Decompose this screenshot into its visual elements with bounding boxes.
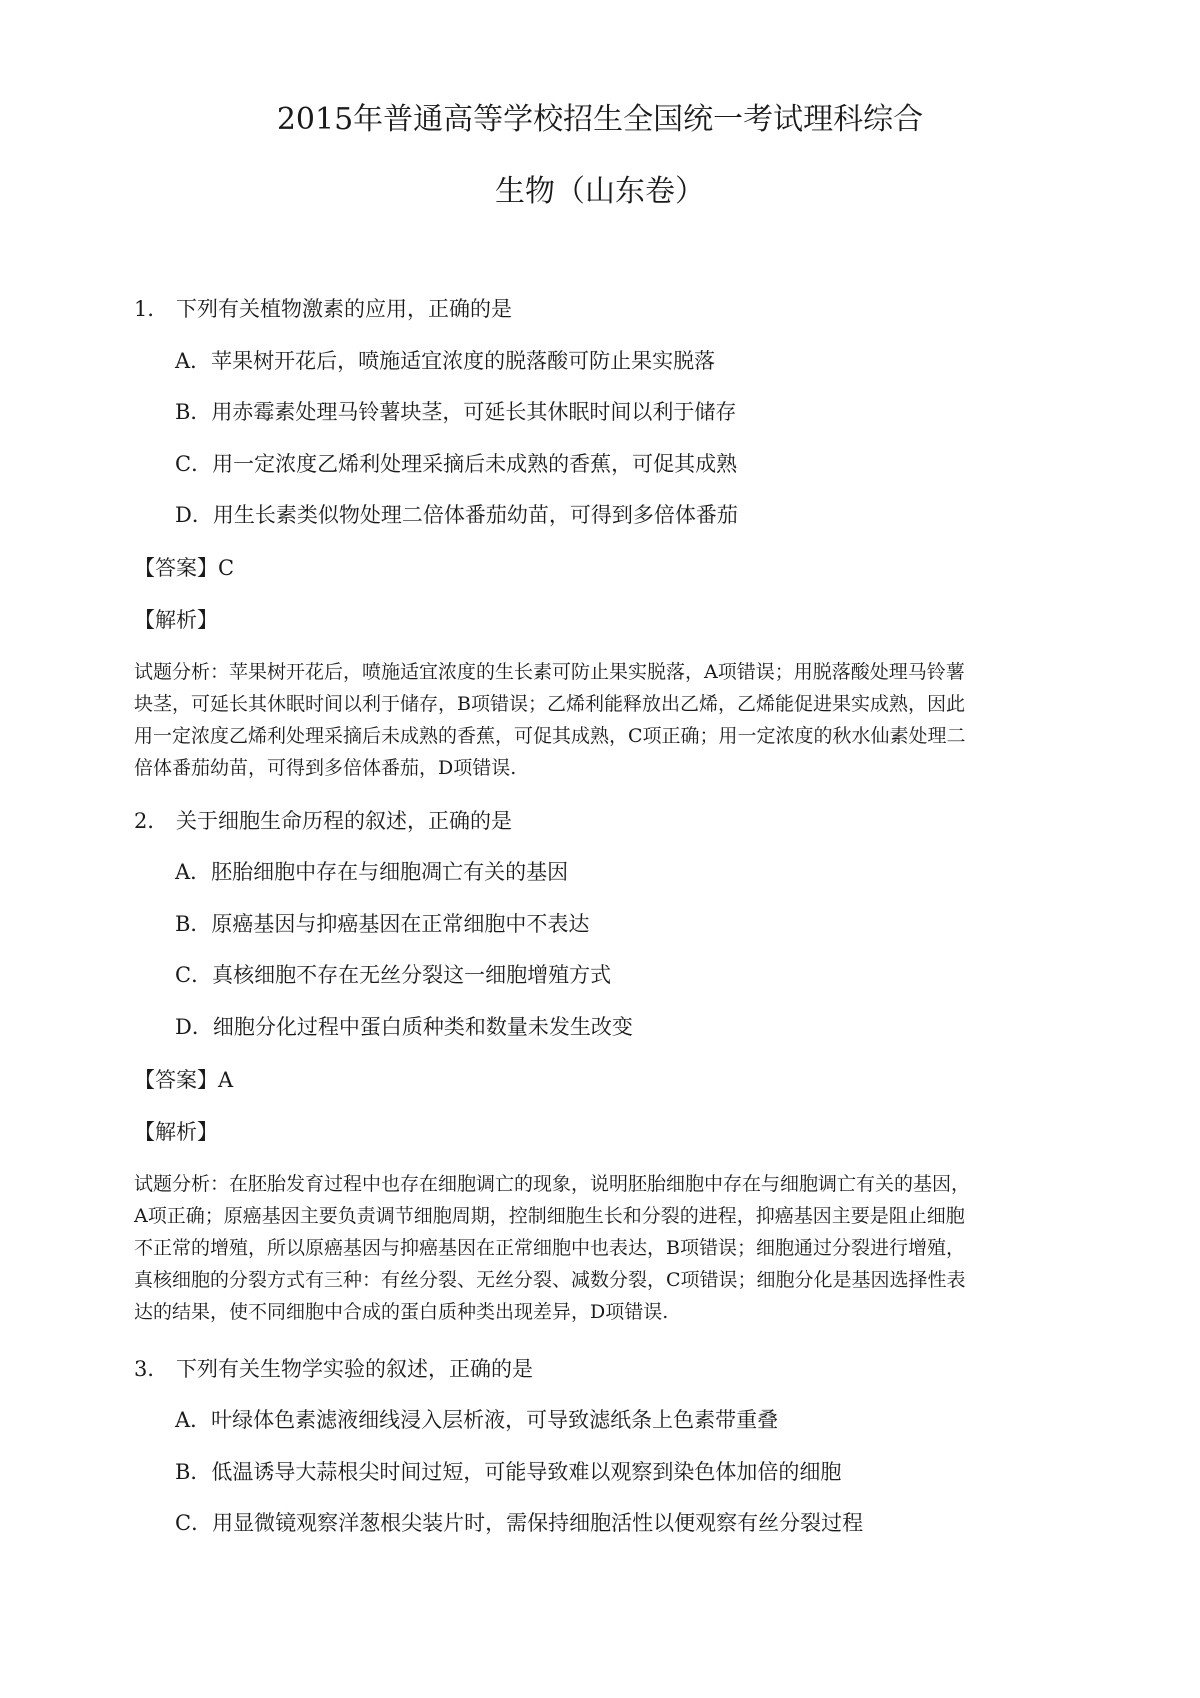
question-number: 1． [134,297,169,321]
question-2-stem [134,807,512,835]
question-3-option-c: C．用显微镜观察洋葱根尖装片时，需保持细胞活性以便观察有丝分裂过程 [175,1511,864,1535]
question-3-stem [134,1355,533,1383]
question-1-analysis-label: 【解析】 [134,608,218,632]
question-1-analysis [134,656,1069,784]
document-title: 2015年普通高等学校招生全国统一考试理科综合 [276,102,924,137]
answer-value: A [218,1068,234,1092]
question-2-option-a: A．胚胎细胞中存在与细胞凋亡有关的基因 [175,860,569,884]
question-2-analysis [134,1168,1069,1328]
analysis-line: 倍体番茄幼苗，可得到多倍体番茄，D项错误. [134,757,517,779]
question-number: 3． [134,1357,169,1381]
question-text: 下列有关植物激素的应用，正确的是 [176,297,512,321]
question-number: 2． [134,809,169,833]
analysis-line: 用一定浓度乙烯利处理采摘后未成熟的香蕉，可促其成熟，C项正确；用一定浓度的秋水仙素处理二 [134,725,966,747]
question-1-option-d: D．用生长素类似物处理二倍体番茄幼苗，可得到多倍体番茄 [175,503,738,527]
analysis-line: 达的结果，使不同细胞中合成的蛋白质种类出现差异，D项错误. [134,1301,669,1323]
question-text: 下列有关生物学实验的叙述，正确的是 [176,1357,533,1381]
analysis-line: 试题分析：在胚胎发育过程中也存在细胞调亡的现象，说明胚胎细胞中存在与细胞调亡有关的基因， [134,1173,971,1195]
answer-label: 【答案】 [134,1068,218,1092]
question-1-option-b: B．用赤霉素处理马铃薯块茎，可延长其休眠时间以利于储存 [175,400,737,424]
document-subtitle: 生物（山东卷） [495,174,705,209]
question-text: 关于细胞生命历程的叙述，正确的是 [176,809,512,833]
answer-label: 【答案】 [134,556,218,580]
question-1-stem [134,295,512,323]
question-2-option-c: C．真核细胞不存在无丝分裂这一细胞增殖方式 [175,963,612,987]
question-1-option-a: A．苹果树开花后，喷施适宜浓度的脱落酸可防止果实脱落 [175,349,716,373]
question-2-option-d: D．细胞分化过程中蛋白质种类和数量未发生改变 [175,1015,633,1039]
question-1-answer [134,554,234,582]
analysis-line: 块茎，可延长其休眠时间以利于储存，B项错误；乙烯利能释放出乙烯，乙烯能促进果实成熟，因此 [134,693,965,715]
question-2-analysis-label: 【解析】 [134,1120,218,1144]
answer-value: C [218,556,235,580]
question-2-option-b: B．原癌基因与抑癌基因在正常细胞中不表达 [175,912,590,936]
analysis-line: 试题分析：苹果树开花后，喷施适宜浓度的生长素可防止果实脱落，A项错误；用脱落酸处理马铃薯 [134,661,965,683]
question-3-option-b: B．低温诱导大蒜根尖时间过短，可能导致难以观察到染色体加倍的细胞 [175,1460,842,1484]
question-3-option-a: A．叶绿体色素滤液细线浸入层析液，可导致滤纸条上色素带重叠 [175,1408,779,1432]
question-1-option-c: C．用一定浓度乙烯利处理采摘后未成熟的香蕉，可促其成熟 [175,452,738,476]
analysis-line: 真核细胞的分裂方式有三种：有丝分裂、无丝分裂、减数分裂，C项错误；细胞分化是基因选择性表 [134,1269,966,1291]
analysis-line: A项正确；原癌基因主要负责调节细胞周期，控制细胞生长和分裂的进程，抑癌基因主要是阻止细胞 [134,1205,965,1227]
analysis-line: 不正常的增殖，所以原癌基因与抑癌基因在正常细胞中也表达，B项错误；细胞通过分裂进行增殖， [134,1237,965,1259]
question-2-answer [134,1066,233,1094]
